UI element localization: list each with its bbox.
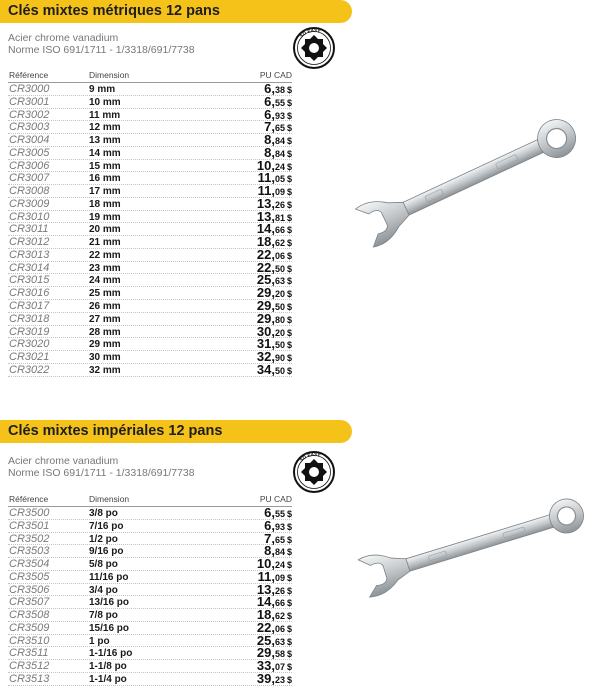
badge-label: SO EASY bbox=[298, 27, 322, 39]
price-currency: $ bbox=[286, 353, 292, 364]
price-currency: $ bbox=[286, 174, 292, 185]
column-header-price: PU CAD bbox=[259, 70, 292, 80]
price-decimals: 50 bbox=[274, 340, 285, 351]
price-integer: 8, bbox=[264, 144, 275, 160]
price-decimals: 90 bbox=[274, 353, 285, 364]
price-currency: $ bbox=[286, 250, 292, 261]
product-dimension: 21 mm bbox=[89, 237, 121, 249]
price-currency: $ bbox=[286, 340, 292, 351]
price-integer: 10, bbox=[256, 157, 275, 173]
table-row bbox=[8, 310, 292, 326]
price-currency: $ bbox=[286, 572, 292, 583]
price-currency: $ bbox=[286, 199, 292, 210]
product-reference: CR3513 bbox=[9, 672, 50, 685]
product-reference: CR3011 bbox=[9, 223, 49, 236]
price-table bbox=[8, 507, 292, 686]
table-row bbox=[8, 106, 292, 122]
product-dimension: 3/8 po bbox=[89, 508, 118, 519]
product-reference: CR3507 bbox=[9, 596, 50, 609]
price-decimals: 50 bbox=[274, 365, 285, 376]
product-reference: CR3009 bbox=[9, 197, 50, 210]
price-integer: 29, bbox=[256, 310, 275, 326]
price-decimals: 66 bbox=[274, 598, 285, 609]
product-reference: CR3008 bbox=[9, 185, 50, 198]
price-decimals: 23 bbox=[274, 674, 285, 685]
product-dimension: 9 mm bbox=[89, 84, 116, 95]
price-decimals: 38 bbox=[274, 85, 285, 95]
price-decimals: 84 bbox=[274, 148, 285, 159]
price-currency: $ bbox=[286, 148, 292, 159]
price-currency: $ bbox=[286, 110, 292, 121]
table-row bbox=[8, 596, 292, 609]
price-decimals: 50 bbox=[274, 263, 285, 274]
price-integer: 22, bbox=[256, 259, 275, 275]
price-decimals: 26 bbox=[274, 585, 285, 596]
table-row bbox=[8, 236, 292, 249]
product-dimension: 24 mm bbox=[89, 275, 121, 287]
price-decimals: 55 bbox=[274, 509, 285, 519]
section-title: Clés mixtes métriques 12 pans bbox=[8, 3, 220, 19]
table-row bbox=[8, 134, 292, 147]
product-reference: CR3512 bbox=[9, 660, 50, 673]
price-integer: 39, bbox=[256, 670, 275, 686]
table-row bbox=[8, 121, 292, 134]
price-integer: 8, bbox=[264, 132, 275, 148]
price-table bbox=[8, 83, 292, 377]
product-reference: CR3012 bbox=[9, 236, 50, 249]
product-dimension: 15 mm bbox=[89, 160, 121, 172]
price-currency: $ bbox=[286, 238, 292, 249]
price-decimals: 63 bbox=[274, 636, 285, 647]
product-reference: CR3010 bbox=[9, 210, 50, 223]
price-currency: $ bbox=[286, 161, 292, 172]
price-decimals: 84 bbox=[274, 136, 285, 147]
price-decimals: 05 bbox=[274, 174, 285, 185]
product-dimension: 23 mm bbox=[89, 262, 121, 274]
price-integer: 31, bbox=[256, 336, 275, 352]
table-row bbox=[8, 195, 292, 211]
column-header-dim: Dimension bbox=[89, 70, 130, 80]
price-integer: 32, bbox=[256, 349, 275, 365]
product-reference: CR3021 bbox=[9, 351, 50, 364]
product-reference: CR3013 bbox=[9, 248, 50, 261]
price-decimals: 62 bbox=[274, 238, 285, 249]
so-easy-badge-icon bbox=[292, 26, 336, 70]
price-currency: $ bbox=[286, 276, 292, 287]
price-decimals: 06 bbox=[274, 623, 285, 634]
price-currency: $ bbox=[286, 509, 292, 519]
product-dimension: 30 mm bbox=[89, 352, 121, 364]
table-row bbox=[8, 300, 292, 313]
product-reference: CR3007 bbox=[9, 172, 50, 185]
table-row bbox=[8, 632, 292, 648]
table-row bbox=[8, 530, 292, 546]
column-header-dim: Dimension bbox=[89, 494, 130, 504]
product-reference: CR3022 bbox=[9, 363, 50, 376]
product-reference: CR3017 bbox=[9, 300, 50, 313]
column-header-ref: Référence bbox=[9, 70, 49, 80]
product-reference: CR3501 bbox=[9, 519, 50, 532]
price-decimals: 80 bbox=[274, 314, 285, 325]
price-currency: $ bbox=[286, 212, 292, 223]
price-integer: 11, bbox=[257, 183, 275, 199]
price-decimals: 55 bbox=[274, 97, 285, 108]
price-currency: $ bbox=[286, 97, 292, 108]
table-row bbox=[8, 507, 292, 520]
price-integer: 30, bbox=[256, 323, 275, 339]
price-decimals: 09 bbox=[274, 187, 285, 198]
table-row bbox=[8, 338, 292, 351]
product-dimension: 7/8 po bbox=[89, 610, 118, 622]
product-reference: CR3508 bbox=[9, 609, 50, 622]
product-reference: CR3509 bbox=[9, 621, 50, 634]
table-row bbox=[8, 660, 292, 673]
product-reference: CR3018 bbox=[9, 312, 50, 325]
price-currency: $ bbox=[286, 289, 292, 300]
price-decimals: 63 bbox=[274, 276, 285, 287]
table-row bbox=[8, 157, 292, 173]
product-reference: CR3503 bbox=[9, 545, 50, 558]
standard-text: Norme ISO 691/1711 - 1/3318/691/7738 bbox=[8, 44, 195, 56]
product-reference: CR3005 bbox=[9, 146, 50, 159]
price-currency: $ bbox=[286, 302, 292, 313]
table-row bbox=[8, 545, 292, 558]
product-dimension: 26 mm bbox=[89, 301, 121, 313]
price-decimals: 58 bbox=[274, 649, 285, 660]
price-integer: 29, bbox=[256, 298, 275, 314]
price-currency: $ bbox=[286, 636, 292, 647]
product-dimension: 10 mm bbox=[89, 96, 121, 108]
price-decimals: 81 bbox=[274, 212, 285, 223]
price-currency: $ bbox=[286, 123, 292, 134]
combination-wrench-icon bbox=[340, 110, 600, 250]
product-dimension: 1-1/4 po bbox=[89, 673, 127, 685]
price-integer: 22, bbox=[256, 619, 275, 635]
price-currency: $ bbox=[286, 85, 292, 95]
price-integer: 18, bbox=[256, 234, 275, 250]
price-integer: 33, bbox=[256, 658, 275, 674]
product-reference: CR3511 bbox=[9, 647, 49, 660]
price-decimals: 65 bbox=[274, 123, 285, 134]
table-row bbox=[8, 246, 292, 262]
price-integer: 14, bbox=[256, 221, 275, 237]
combination-wrench-icon bbox=[345, 480, 600, 610]
product-reference: CR3019 bbox=[9, 325, 50, 338]
product-dimension: 22 mm bbox=[89, 249, 121, 261]
product-price bbox=[257, 672, 292, 687]
product-reference: CR3505 bbox=[9, 570, 50, 583]
table-row bbox=[8, 259, 292, 275]
product-price bbox=[257, 363, 292, 378]
table-row bbox=[8, 609, 292, 622]
table-row bbox=[8, 83, 292, 96]
price-integer: 22, bbox=[256, 246, 275, 262]
table-row bbox=[8, 517, 292, 533]
product-reference: CR3016 bbox=[9, 287, 50, 300]
material-text: Acier chrome vanadium bbox=[8, 455, 119, 467]
section-imperial bbox=[0, 420, 600, 695]
price-integer: 7, bbox=[264, 119, 275, 135]
price-integer: 13, bbox=[256, 581, 275, 597]
product-reference: CR3510 bbox=[9, 634, 50, 647]
price-decimals: 93 bbox=[274, 521, 285, 532]
table-row bbox=[8, 172, 292, 185]
product-dimension: 1-1/16 po bbox=[89, 648, 133, 660]
price-decimals: 24 bbox=[274, 560, 285, 571]
product-dimension: 12 mm bbox=[89, 122, 121, 134]
price-decimals: 20 bbox=[274, 327, 285, 338]
table-row bbox=[8, 144, 292, 160]
table-row bbox=[8, 208, 292, 224]
product-dimension: 7/16 po bbox=[89, 520, 124, 532]
price-currency: $ bbox=[286, 136, 292, 147]
product-reference: CR3020 bbox=[9, 338, 50, 351]
product-reference: CR3002 bbox=[9, 108, 50, 121]
product-dimension: 20 mm bbox=[89, 224, 121, 236]
price-integer: 6, bbox=[264, 517, 275, 533]
product-dimension: 18 mm bbox=[89, 198, 121, 210]
table-row bbox=[8, 274, 292, 287]
column-header-ref: Référence bbox=[9, 494, 49, 504]
table-row bbox=[8, 581, 292, 597]
product-reference: CR3504 bbox=[9, 558, 50, 571]
price-integer: 29, bbox=[256, 285, 275, 301]
table-row bbox=[8, 558, 292, 571]
product-reference: CR3015 bbox=[9, 274, 50, 287]
product-reference: CR3000 bbox=[9, 83, 50, 95]
price-decimals: 66 bbox=[274, 225, 285, 236]
price-integer: 25, bbox=[256, 272, 275, 288]
table-row bbox=[8, 185, 292, 198]
price-decimals: 50 bbox=[274, 302, 285, 313]
product-dimension: 17 mm bbox=[89, 186, 121, 198]
product-reference: CR3502 bbox=[9, 532, 50, 545]
price-currency: $ bbox=[286, 534, 292, 545]
product-dimension: 25 mm bbox=[89, 288, 121, 300]
product-dimension: 19 mm bbox=[89, 211, 121, 223]
so-easy-badge-icon bbox=[292, 450, 336, 494]
price-integer: 8, bbox=[264, 543, 275, 559]
product-reference: CR3006 bbox=[9, 159, 50, 172]
product-reference: CR3506 bbox=[9, 583, 50, 596]
price-currency: $ bbox=[286, 547, 292, 558]
product-dimension: 1 po bbox=[89, 635, 110, 647]
price-integer: 18, bbox=[256, 607, 275, 623]
price-currency: $ bbox=[286, 263, 292, 274]
price-currency: $ bbox=[286, 623, 292, 634]
product-reference: CR3014 bbox=[9, 261, 50, 274]
product-dimension: 29 mm bbox=[89, 339, 121, 351]
product-reference: CR3001 bbox=[9, 95, 50, 108]
product-dimension: 13/16 po bbox=[89, 597, 130, 609]
price-currency: $ bbox=[286, 225, 292, 236]
price-currency: $ bbox=[286, 327, 292, 338]
product-dimension: 27 mm bbox=[89, 313, 121, 325]
price-integer: 25, bbox=[256, 632, 275, 648]
price-decimals: 84 bbox=[274, 547, 285, 558]
price-decimals: 06 bbox=[274, 250, 285, 261]
price-decimals: 24 bbox=[274, 161, 285, 172]
price-integer: 10, bbox=[256, 556, 275, 572]
table-row bbox=[8, 93, 292, 109]
product-dimension: 11/16 po bbox=[89, 571, 129, 583]
table-header bbox=[8, 70, 292, 82]
price-integer: 13, bbox=[256, 195, 275, 211]
price-decimals: 20 bbox=[274, 289, 285, 300]
price-currency: $ bbox=[286, 649, 292, 660]
product-dimension: 16 mm bbox=[89, 173, 121, 185]
price-currency: $ bbox=[286, 611, 292, 622]
table-row bbox=[8, 323, 292, 339]
price-integer: 6, bbox=[264, 93, 275, 109]
material-text: Acier chrome vanadium bbox=[8, 32, 119, 44]
column-header-price: PU CAD bbox=[259, 494, 292, 504]
product-dimension: 15/16 po bbox=[89, 622, 130, 634]
price-currency: $ bbox=[286, 187, 292, 198]
price-currency: $ bbox=[286, 662, 292, 673]
price-currency: $ bbox=[286, 521, 292, 532]
table-row bbox=[8, 568, 292, 584]
product-reference: CR3004 bbox=[9, 134, 50, 147]
product-dimension: 11 mm bbox=[89, 109, 121, 121]
product-dimension: 5/8 po bbox=[89, 559, 118, 571]
price-integer: 11, bbox=[257, 170, 275, 186]
price-currency: $ bbox=[286, 598, 292, 609]
badge-label: SO EASY bbox=[298, 451, 322, 463]
section-title: Clés mixtes impériales 12 pans bbox=[8, 423, 223, 439]
product-dimension: 32 mm bbox=[89, 364, 121, 376]
product-dimension: 1-1/8 po bbox=[89, 661, 127, 673]
product-dimension: 3/4 po bbox=[89, 584, 118, 596]
product-reference: CR3500 bbox=[9, 507, 50, 519]
price-decimals: 65 bbox=[274, 534, 285, 545]
price-integer: 11, bbox=[257, 568, 275, 584]
product-dimension: 28 mm bbox=[89, 326, 121, 338]
price-integer: 13, bbox=[256, 208, 275, 224]
price-currency: $ bbox=[286, 585, 292, 596]
price-currency: $ bbox=[286, 560, 292, 571]
price-decimals: 09 bbox=[274, 572, 285, 583]
table-row bbox=[8, 351, 292, 364]
price-integer: 34, bbox=[256, 361, 275, 377]
price-integer: 6, bbox=[264, 106, 275, 122]
product-dimension: 14 mm bbox=[89, 147, 121, 159]
price-integer: 14, bbox=[256, 594, 275, 610]
price-integer: 7, bbox=[264, 530, 275, 546]
price-decimals: 93 bbox=[274, 110, 285, 121]
table-row bbox=[8, 647, 292, 660]
price-integer: 29, bbox=[256, 645, 275, 661]
product-dimension: 9/16 po bbox=[89, 546, 124, 558]
price-decimals: 07 bbox=[274, 662, 285, 673]
price-integer: 6, bbox=[264, 505, 275, 520]
product-dimension: 1/2 po bbox=[89, 533, 118, 545]
price-decimals: 26 bbox=[274, 199, 285, 210]
table-row bbox=[8, 670, 292, 686]
price-integer: 6, bbox=[264, 81, 275, 96]
table-row bbox=[8, 223, 292, 236]
price-currency: $ bbox=[286, 674, 292, 685]
standard-text: Norme ISO 691/1711 - 1/3318/691/7738 bbox=[8, 467, 195, 479]
table-header bbox=[8, 494, 292, 506]
price-currency: $ bbox=[286, 365, 292, 376]
table-row bbox=[8, 287, 292, 300]
product-dimension: 13 mm bbox=[89, 135, 121, 147]
table-row bbox=[8, 361, 292, 377]
table-row bbox=[8, 619, 292, 635]
price-currency: $ bbox=[286, 314, 292, 325]
product-reference: CR3003 bbox=[9, 121, 50, 134]
price-decimals: 62 bbox=[274, 611, 285, 622]
